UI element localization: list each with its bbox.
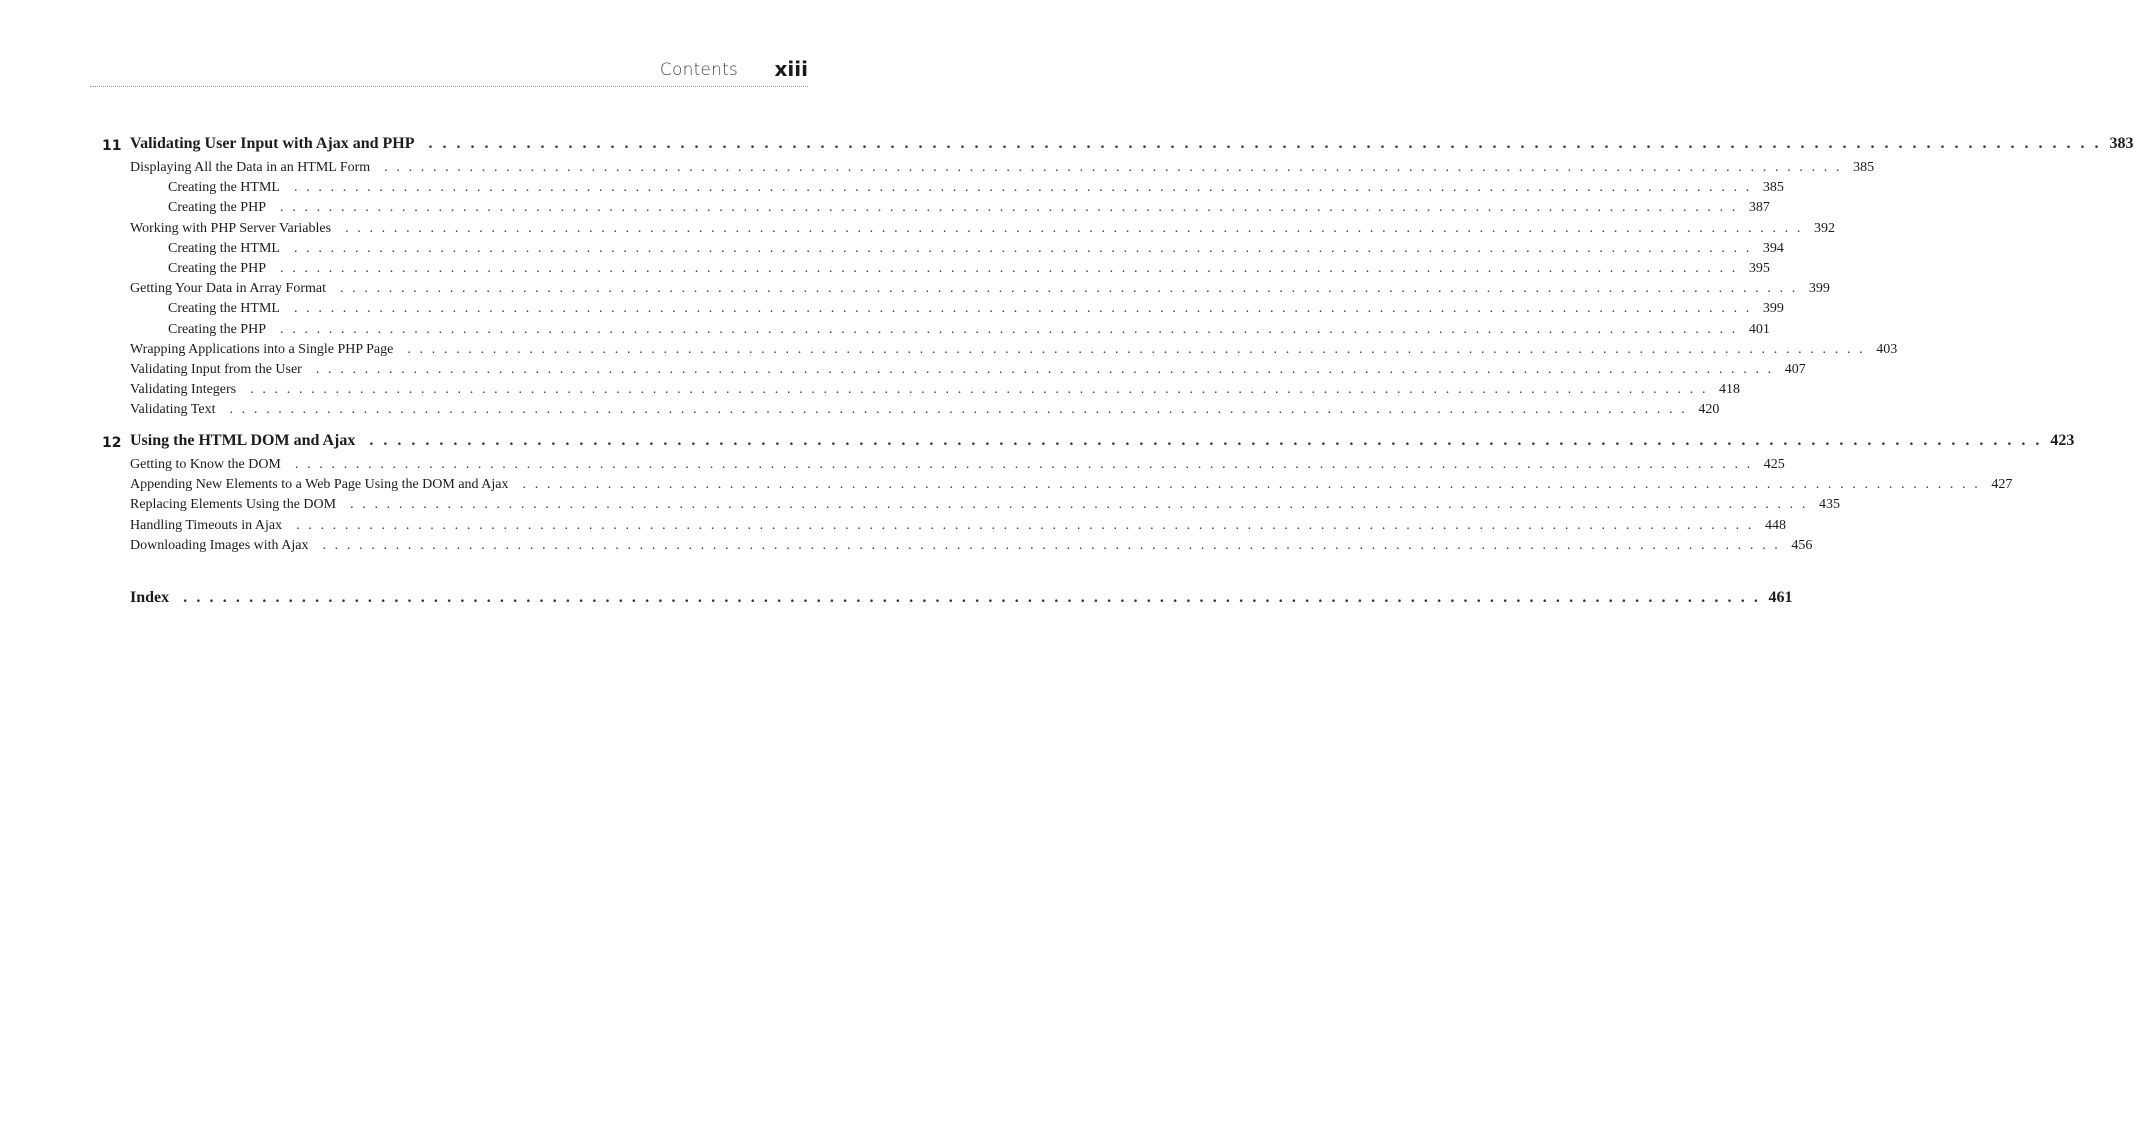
dot-leader: . . . . . . . . . . . . . . . . . . . . . . . . . . . . . . . . . . . . . . . . . . . . . . . . . . . . . . . . . . . . . . . . . . . . . . . . . . . . . . . . . . . . . . . . . . . . . . . . . . . . . . . . . . . . . . . . . . . . . . . . <box>339 281 1798 297</box>
toc-entry-page: 435 <box>1818 497 1840 513</box>
toc-entry-page: 401 <box>1748 321 1770 337</box>
toc-entry-title: Creating the HTML <box>168 301 280 317</box>
toc-entry-page: 385 <box>1762 180 1784 196</box>
toc-section <box>130 457 1785 477</box>
toc-entry-title: Working with PHP Server Variables <box>130 220 332 236</box>
toc-entry-page: 418 <box>1719 382 1741 398</box>
toc-entry-page: 427 <box>1991 477 2013 493</box>
toc-entry-title: Validating Input from the User <box>130 362 302 377</box>
dot-leader: . . . . . . . . . . . . . . . . . . . . . . . . . . . . . . . . . . . . . . . . . . . . . . . . . . . . . . . . . . . . . . . . . . . . . . . . . . . . . . . . . . . . . . . . . . . . . . . . . . . . . . . . . . . . . . . . . . . . . . . . <box>293 180 1752 196</box>
toc-entry-title: Displaying All the Data in an HTML Form <box>130 160 371 175</box>
toc-entry-page: 461 <box>1768 589 1793 606</box>
toc-section <box>130 517 1786 538</box>
toc-entry-title: Getting Your Data in Array Format <box>130 281 326 297</box>
toc-entry-title: Creating the HTML <box>168 180 280 196</box>
toc-entry-title: Downloading Images with Ajax <box>130 537 309 553</box>
dot-leader: . . . . . . . . . . . . . . . . . . . . . . . . . . . . . . . . . . . . . . . . . . . . . . . . . . . . . . . . . . . . . . . . . . . . . . . . . . . . . . . . . . . . . . . . . . . . . . . . . . . . . . . . . . . . . . . . . . . . . . . . <box>369 432 2043 449</box>
toc-section <box>130 497 1840 517</box>
dot-leader: . . . . . . . . . . . . . . . . . . . . . . . . . . . . . . . . . . . . . . . . . . . . . . . . . . . . . . . . . . . . . . . . . . . . . . . . . . . . . . . . . . . . . . . . . . . . . . . . . . . . . . . . . . . . . . . . . . . . . . . . <box>296 517 1754 533</box>
toc-entry-page: 403 <box>1876 341 1898 357</box>
toc-subsection <box>168 180 1784 200</box>
toc-entry-page: 425 <box>1763 457 1785 472</box>
toc-entry-page: 448 <box>1764 517 1786 533</box>
toc-entry-title: Validating Integers <box>130 382 237 398</box>
toc-entry-page: 407 <box>1784 362 1806 377</box>
toc-section <box>130 341 1898 362</box>
toc-entry-title: Creating the PHP <box>168 200 266 216</box>
dot-leader: . . . . . . . . . . . . . . . . . . . . . . . . . . . . . . . . . . . . . . . . . . . . . . . . . . . . . . . . . . . . . . . . . . . . . . . . . . . . . . . . . . . . . . . . . . . . . . . . . . . . . . . . . . . . . . . . . . . . . . . . <box>294 457 1753 472</box>
running-head <box>90 57 808 87</box>
chapter-number: 11 <box>102 138 122 154</box>
toc-entry-title: Handling Timeouts in Ajax <box>130 517 283 533</box>
toc-subsection <box>168 321 1770 342</box>
dot-leader: . . . . . . . . . . . . . . . . . . . . . . . . . . . . . . . . . . . . . . . . . . . . . . . . . . . . . . . . . . . . . . . . . . . . . . . . . . . . . . . . . . . . . . . . . . . . . . . . . . . . . . . . . . . . . . . . . . . . . . . . <box>280 200 1738 216</box>
dot-leader: . . . . . . . . . . . . . . . . . . . . . . . . . . . . . . . . . . . . . . . . . . . . . . . . . . . . . . . . . . . . . . . . . . . . . . . . . . . . . . . . . . . . . . . . . . . . . . . . . . . . . . . . . . . . . . . . . . . . . . . . <box>183 589 1761 606</box>
toc-section <box>130 281 1830 301</box>
toc-entry-title: Creating the PHP <box>168 321 266 337</box>
chapter-number: 12 <box>102 435 122 451</box>
dot-leader: . . . . . . . . . . . . . . . . . . . . . . . . . . . . . . . . . . . . . . . . . . . . . . . . . . . . . . . . . . . . . . . . . . . . . . . . . . . . . . . . . . . . . . . . . . . . . . . . . . . . . . . . . . . . . . . . . . . . . . . . <box>345 220 1803 236</box>
toc-entry-page: 420 <box>1698 402 1720 418</box>
dot-leader: . . . . . . . . . . . . . . . . . . . . . . . . . . . . . . . . . . . . . . . . . . . . . . . . . . . . . . . . . . . . . . . . . . . . . . . . . . . . . . . . . . . . . . . . . . . . . . . . . . . . . . . . . . . . . . . . . . . . . . . . <box>293 301 1752 317</box>
chapter-entry <box>130 135 2134 155</box>
chapter-entry <box>130 432 2075 452</box>
dot-leader: . . . . . . . . . . . . . . . . . . . . . . . . . . . . . . . . . . . . . . . . . . . . . . . . . . . . . . . . . . . . . . . . . . . . . . . . . . . . . . . . . . . . . . . . . . . . . . . . . . . . . . . . . . . . . . . . . . . . . . . . <box>280 261 1738 276</box>
toc-entry-page: 395 <box>1748 261 1770 276</box>
toc-entry-page: 392 <box>1813 220 1835 236</box>
toc-entry-page: 383 <box>2109 135 2134 152</box>
toc-section <box>130 402 1720 422</box>
dot-leader: . . . . . . . . . . . . . . . . . . . . . . . . . . . . . . . . . . . . . . . . . . . . . . . . . . . . . . . . . . . . . . . . . . . . . . . . . . . . . . . . . . . . . . . . . . . . . . . . . . . . . . . . . . . . . . . . . . . . . . . . <box>229 402 1688 418</box>
toc-section <box>130 537 1813 558</box>
dot-leader: . . . . . . . . . . . . . . . . . . . . . . . . . . . . . . . . . . . . . . . . . . . . . . . . . . . . . . . . . . . . . . . . . . . . . . . . . . . . . . . . . . . . . . . . . . . . . . . . . . . . . . . . . . . . . . . . . . . . . . . . <box>350 497 1808 513</box>
dot-leader: . . . . . . . . . . . . . . . . . . . . . . . . . . . . . . . . . . . . . . . . . . . . . . . . . . . . . . . . . . . . . . . . . . . . . . . . . . . . . . . . . . . . . . . . . . . . . . . . . . . . . . . . . . . . . . . . . . . . . . . . <box>428 135 2102 152</box>
toc-entry-title: Validating User Input with Ajax and PHP <box>130 135 415 152</box>
index-entry <box>130 589 1793 609</box>
toc-entry-page: 399 <box>1808 281 1830 297</box>
toc-section <box>130 160 1875 180</box>
toc-entry-page: 387 <box>1748 200 1770 216</box>
toc-entry-page: 394 <box>1762 240 1784 256</box>
toc-section <box>130 382 1741 402</box>
toc-subsection <box>168 200 1770 220</box>
toc-entry-title: Creating the PHP <box>168 261 266 276</box>
toc-subsection <box>168 240 1784 261</box>
dot-leader: . . . . . . . . . . . . . . . . . . . . . . . . . . . . . . . . . . . . . . . . . . . . . . . . . . . . . . . . . . . . . . . . . . . . . . . . . . . . . . . . . . . . . . . . . . . . . . . . . . . . . . . . . . . . . . . . . . . . . . . . <box>293 240 1752 256</box>
dot-leader: . . . . . . . . . . . . . . . . . . . . . . . . . . . . . . . . . . . . . . . . . . . . . . . . . . . . . . . . . . . . . . . . . . . . . . . . . . . . . . . . . . . . . . . . . . . . . . . . . . . . . . . . . . . . . . . . . . . . . . . . <box>322 537 1781 553</box>
toc-entry-title: Index <box>130 589 170 606</box>
toc-entry-title: Wrapping Applications into a Single PHP Page <box>130 341 394 357</box>
toc-entry-page: 456 <box>1791 537 1813 553</box>
toc-entry-title: Appending New Elements to a Web Page Using the DOM and Ajax <box>130 477 509 493</box>
toc-subsection <box>168 261 1770 281</box>
dot-leader: . . . . . . . . . . . . . . . . . . . . . . . . . . . . . . . . . . . . . . . . . . . . . . . . . . . . . . . . . . . . . . . . . . . . . . . . . . . . . . . . . . . . . . . . . . . . . . . . . . . . . . . . . . . . . . . . . . . . . . . . <box>250 382 1709 398</box>
toc-entry-page: 399 <box>1762 301 1784 317</box>
toc-entry-title: Getting to Know the DOM <box>130 457 281 472</box>
toc-subsection <box>168 301 1784 321</box>
page-folio: xiii <box>774 57 808 81</box>
toc-section <box>130 477 2013 497</box>
dot-leader: . . . . . . . . . . . . . . . . . . . . . . . . . . . . . . . . . . . . . . . . . . . . . . . . . . . . . . . . . . . . . . . . . . . . . . . . . . . . . . . . . . . . . . . . . . . . . . . . . . . . . . . . . . . . . . . . . . . . . . . . <box>315 362 1774 377</box>
dot-leader: . . . . . . . . . . . . . . . . . . . . . . . . . . . . . . . . . . . . . . . . . . . . . . . . . . . . . . . . . . . . . . . . . . . . . . . . . . . . . . . . . . . . . . . . . . . . . . . . . . . . . . . . . . . . . . . . . . . . . . . . <box>522 477 1981 493</box>
toc-entry-title: Validating Text <box>130 402 216 418</box>
toc-section <box>130 362 1806 382</box>
toc-entry-title: Using the HTML DOM and Ajax <box>130 432 356 449</box>
dot-leader: . . . . . . . . . . . . . . . . . . . . . . . . . . . . . . . . . . . . . . . . . . . . . . . . . . . . . . . . . . . . . . . . . . . . . . . . . . . . . . . . . . . . . . . . . . . . . . . . . . . . . . . . . . . . . . . . . . . . . . . . <box>384 160 1843 175</box>
dot-leader: . . . . . . . . . . . . . . . . . . . . . . . . . . . . . . . . . . . . . . . . . . . . . . . . . . . . . . . . . . . . . . . . . . . . . . . . . . . . . . . . . . . . . . . . . . . . . . . . . . . . . . . . . . . . . . . . . . . . . . . . <box>407 341 1866 357</box>
toc-entry-title: Creating the HTML <box>168 240 280 256</box>
toc-entry-title: Replacing Elements Using the DOM <box>130 497 337 513</box>
toc-entry-page: 423 <box>2050 432 2075 449</box>
running-head-label: Contents <box>659 60 738 80</box>
toc-section <box>130 220 1835 241</box>
toc-entry-page: 385 <box>1853 160 1875 175</box>
dot-leader: . . . . . . . . . . . . . . . . . . . . . . . . . . . . . . . . . . . . . . . . . . . . . . . . . . . . . . . . . . . . . . . . . . . . . . . . . . . . . . . . . . . . . . . . . . . . . . . . . . . . . . . . . . . . . . . . . . . . . . . . <box>280 321 1738 337</box>
